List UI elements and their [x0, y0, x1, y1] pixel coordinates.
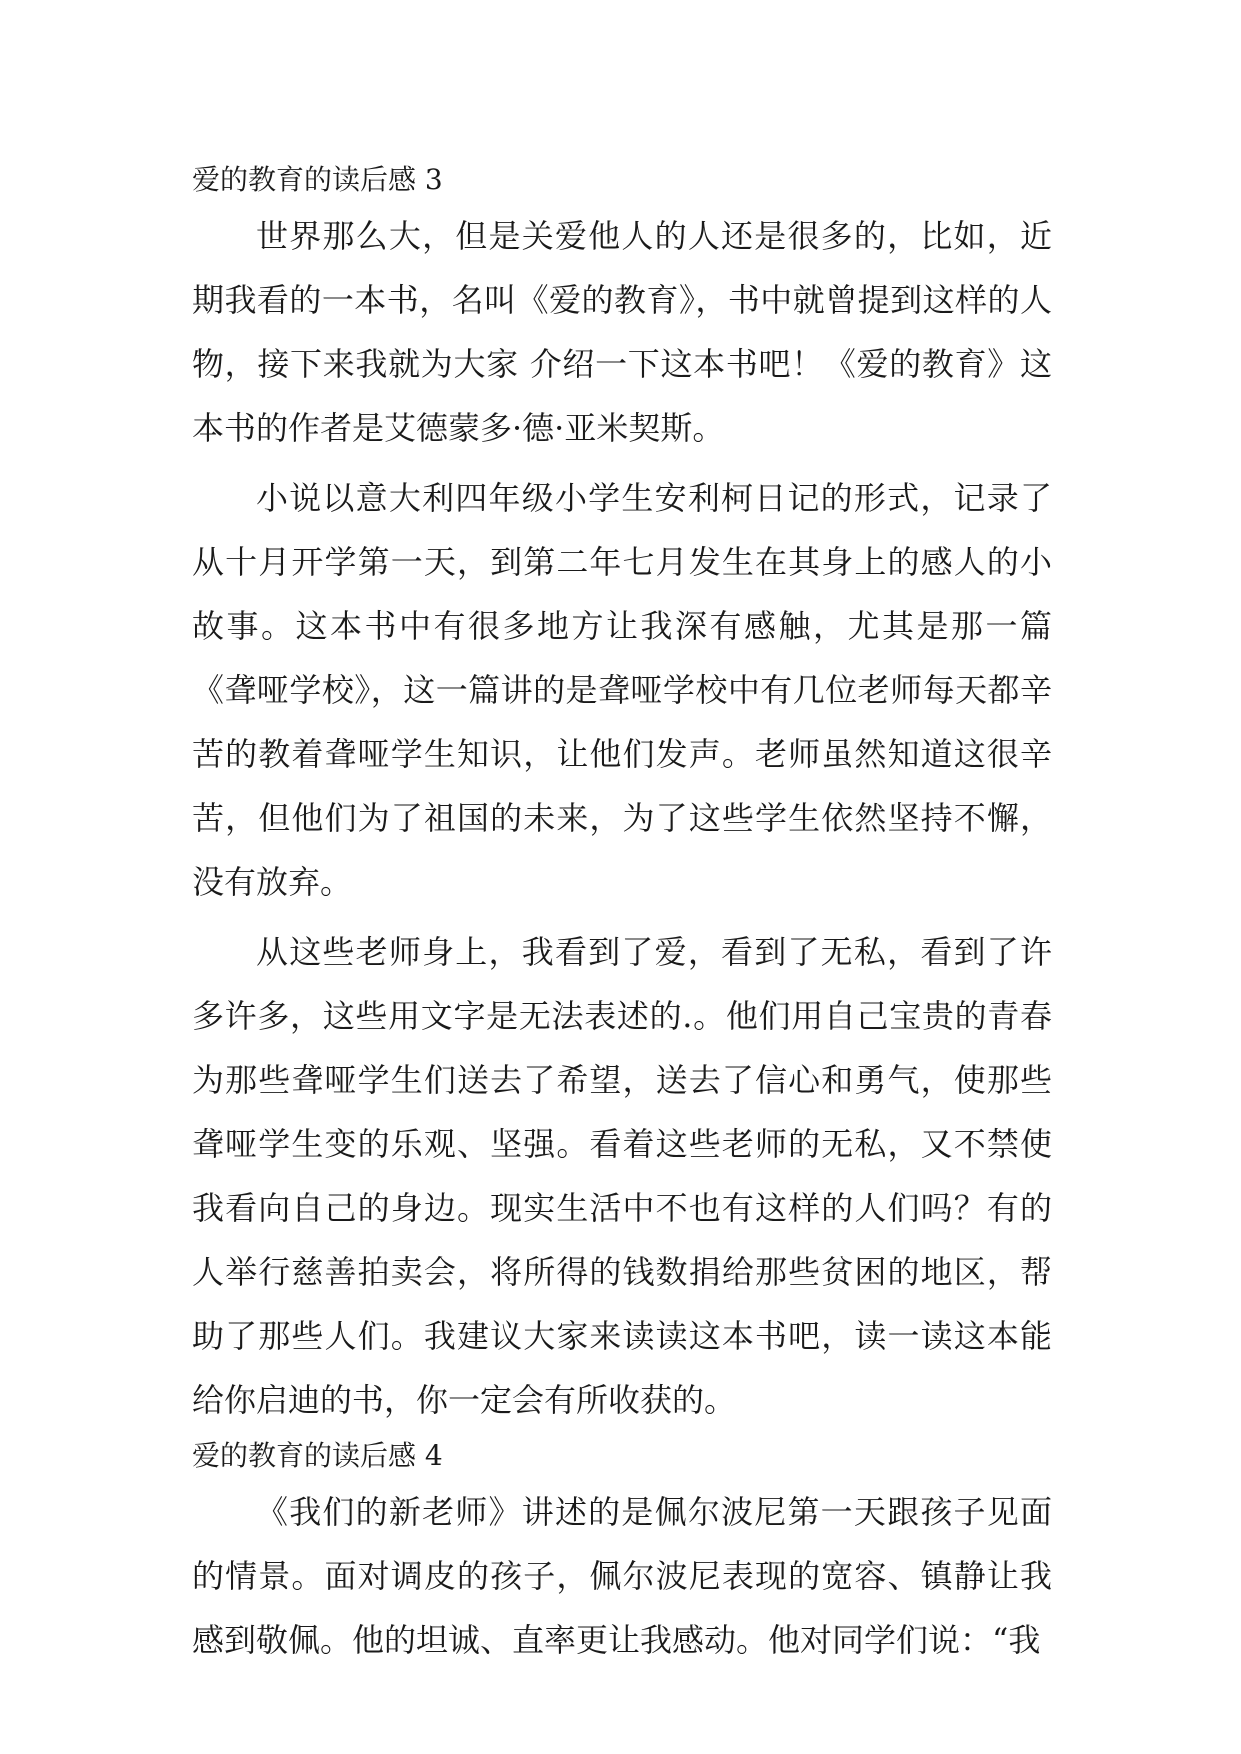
paragraph-3-2: 小说以意大利四年级小学生安利柯日记的形式，记录了从十月开学第一天，到第二年七月发生在其身上的感人的小故事。这本书中有很多地方让我深有感触，尤其是那一篇《聋哑学校》，这一篇讲的是聋哑学校中有几位老师每天都辛苦的教着聋哑学生知识，让他们发声。老师虽然知道这很辛苦，但他们为了祖国的未来，为了这些学生依然坚持不懈，没有放弃。 [192, 479, 1052, 901]
paragraph-3-3: 从这些老师身上，我看到了爱，看到了无私，看到了许多许多，这些用文字是无法表述的.。他们用自己宝贵的青春为那些聋哑学生们送去了希望，送去了信心和勇气，使那些聋哑学生变的乐观、坚强。看着这些老师的无私，又不禁使我看向自己的身边。现实生活中不也有这样的人们吗？有的人举行慈善拍卖会，将所得的钱数捐给那些贫困的地区，帮助了那些人们。我建议大家来读读这本书吧，读一读这本能给你启迪的书，你一定会有所收获的。 [192, 933, 1052, 1419]
paragraph-3-1: 世界那么大，但是关爱他人的人还是很多的，比如，近期我看的一本书，名叫《爱的教育》，书中就曾提到这样的人物，接下来我就为大家 介绍一下这本书吧！《爱的教育》这本书的作者是艾德蒙多·德·亚米契斯。 [192, 217, 1052, 447]
section-heading-4: 爱的教育的读后感 4 [192, 1439, 443, 1472]
document-page [192, 162, 1052, 1678]
section-heading-3: 爱的教育的读后感 3 [192, 163, 443, 196]
paragraph-4-1: 《我们的新老师》讲述的是佩尔波尼第一天跟孩子见面的情景。面对调皮的孩子，佩尔波尼表现的宽容、镇静让我感到敬佩。他的坦诚、直率更让我感动。他对同学们说：“我 [192, 1493, 1052, 1659]
